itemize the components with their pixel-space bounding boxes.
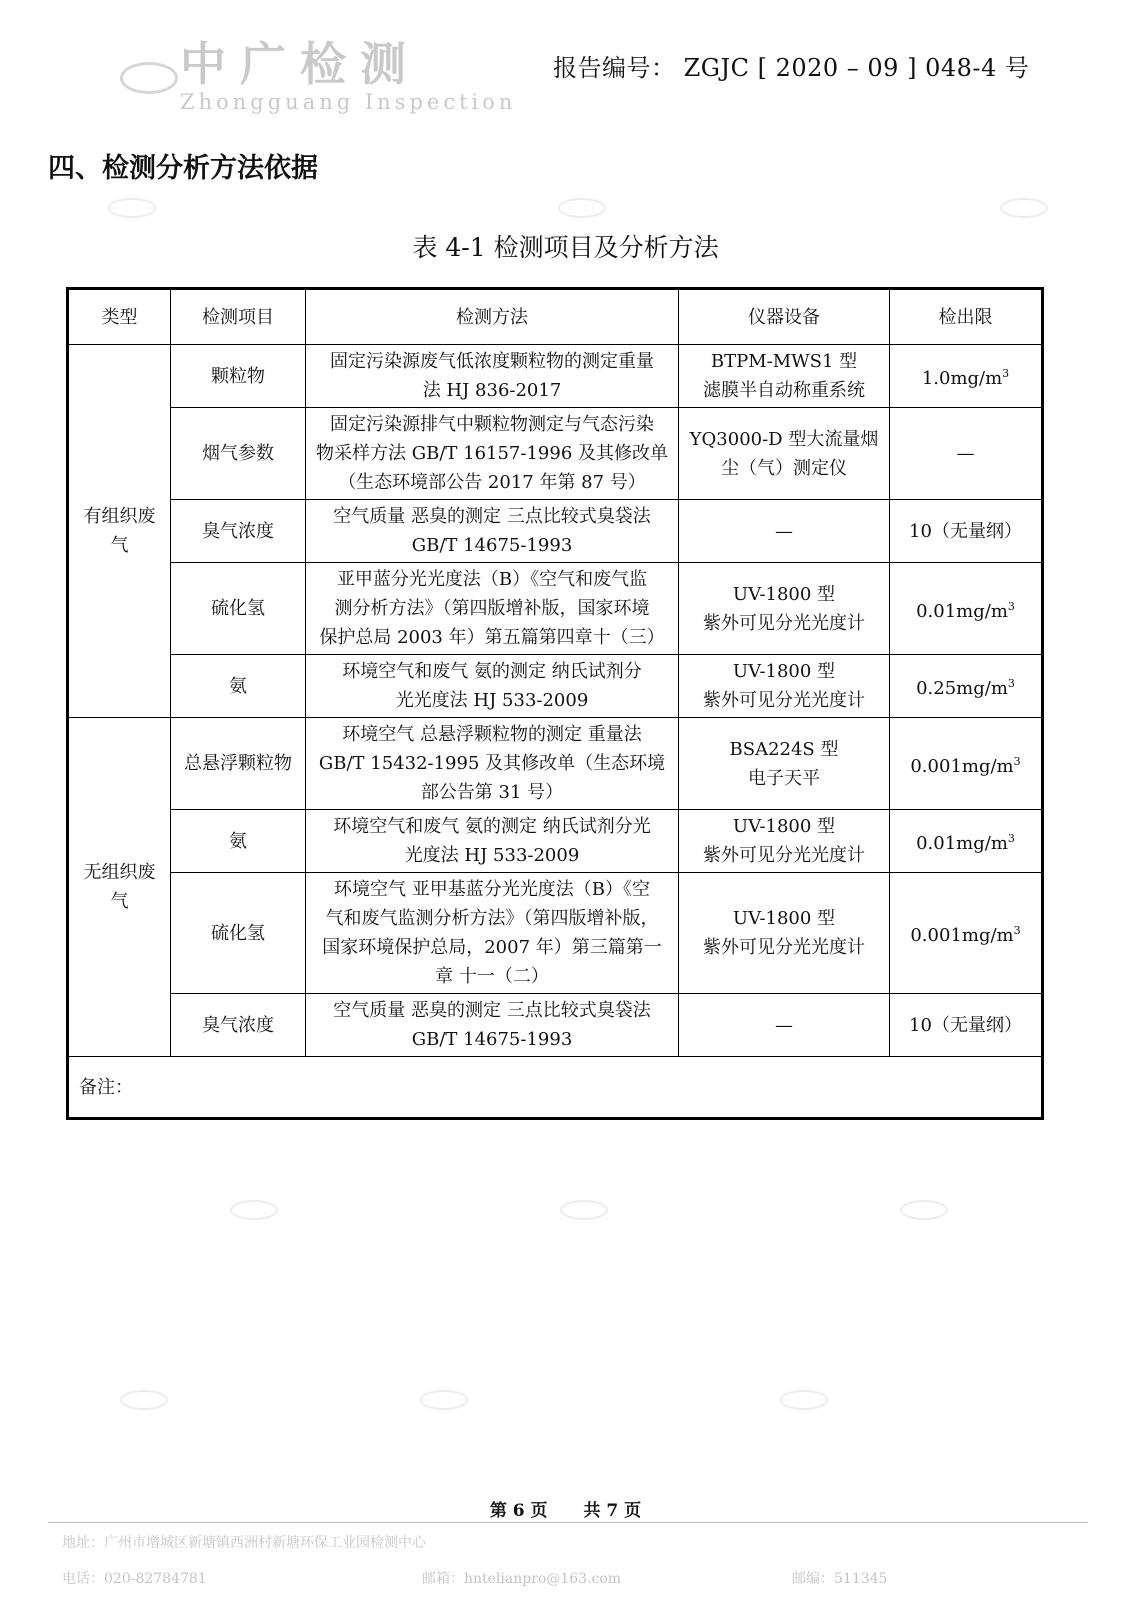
limit-cell bbox=[890, 994, 1043, 1057]
equipment-line: 滤膜半自动称重系统 bbox=[703, 380, 865, 401]
limit-unit-exponent: 3 bbox=[1013, 754, 1021, 768]
method-line: 固定污染源废气低浓度颗粒物的测定重量 bbox=[330, 351, 654, 372]
header-limit: 检出限 bbox=[890, 289, 1043, 345]
table-row bbox=[68, 873, 1043, 994]
table-row bbox=[68, 563, 1043, 655]
method-line: GB/T 14675-1993 bbox=[411, 535, 573, 556]
method-cell bbox=[306, 500, 679, 563]
method-line: 环境空气 总悬浮颗粒物的测定 重量法 bbox=[342, 724, 642, 745]
equipment-cell bbox=[679, 345, 890, 408]
method-line: GB/T 14675-1993 bbox=[411, 1029, 573, 1050]
method-cell bbox=[306, 873, 679, 994]
limit-cell bbox=[890, 345, 1043, 408]
table-row bbox=[68, 345, 1043, 408]
limit-value: 0.01mg/m bbox=[916, 833, 1008, 854]
item-cell: 烟气参数 bbox=[171, 408, 306, 500]
equipment-cell bbox=[679, 810, 890, 873]
header-item: 检测项目 bbox=[171, 289, 306, 345]
method-line: 亚甲蓝分光光度法（B）《空气和废气监 bbox=[336, 569, 648, 590]
watermark-icon bbox=[558, 198, 606, 218]
method-line: 环境空气 亚甲基蓝分光光度法（B）《空 bbox=[334, 879, 650, 900]
equipment-line: — bbox=[775, 1014, 793, 1036]
method-line: 物采样方法 GB/T 16157-1996 及其修改单 bbox=[316, 443, 668, 464]
watermark-icon bbox=[560, 1200, 608, 1220]
method-line: 保护总局 2003 年）第五篇第四章十（三） bbox=[319, 627, 665, 648]
equipment-line: UV-1800 型 bbox=[732, 661, 836, 682]
limit-value: 0.001mg/m bbox=[910, 925, 1014, 946]
method-cell bbox=[306, 408, 679, 500]
remark-label: 备注： bbox=[68, 1057, 1043, 1119]
method-line: （生态环境部公告 2017 年第 87 号） bbox=[338, 472, 646, 493]
limit-value: 1.0mg/m bbox=[921, 368, 1003, 389]
method-line: 空气质量 恶臭的测定 三点比较式臭袋法 bbox=[333, 1000, 651, 1021]
equipment-cell bbox=[679, 408, 890, 500]
method-line: 环境空气和废气 氨的测定 纳氏试剂分 bbox=[342, 661, 642, 682]
section-title: 四、检测分析方法依据 bbox=[48, 153, 318, 184]
method-cell bbox=[306, 994, 679, 1057]
equipment-line: 尘（气）测定仪 bbox=[721, 457, 847, 479]
item-cell: 颗粒物 bbox=[171, 345, 306, 408]
method-line: 部公告第 31 号） bbox=[420, 782, 564, 803]
method-line: 环境空气和废气 氨的测定 纳氏试剂分光 bbox=[333, 816, 651, 837]
method-line: 章 十一（二） bbox=[435, 966, 549, 987]
method-line: 光光度法 HJ 533-2009 bbox=[395, 690, 589, 711]
equipment-line: UV-1800 型 bbox=[732, 583, 836, 605]
limit-cell bbox=[890, 873, 1043, 994]
type-cell: 有组织废气 bbox=[68, 345, 171, 718]
equipment-line: UV-1800 型 bbox=[732, 908, 836, 929]
method-line: 法 HJ 836-2017 bbox=[422, 380, 562, 401]
table-row bbox=[68, 718, 1043, 810]
type-cell: 无组织废气 bbox=[68, 718, 171, 1057]
footer-email: 邮箱：hntelianpro@163.com bbox=[422, 1571, 622, 1587]
table-row bbox=[68, 810, 1043, 873]
table-row bbox=[68, 655, 1043, 718]
method-line: 光度法 HJ 533-2009 bbox=[404, 845, 580, 866]
equipment-line: BTPM-MWS1 型 bbox=[710, 351, 858, 372]
item-cell: 硫化氢 bbox=[171, 873, 306, 994]
methods-table bbox=[66, 287, 1044, 1120]
footer-address: 地址：广州市增城区新塘镇西洲村新塘环保工业园检测中心 bbox=[62, 1535, 426, 1551]
equipment-line: — bbox=[775, 520, 793, 542]
equipment-line: 紫外可见分光光度计 bbox=[703, 937, 865, 958]
page-total: 共 7 页 bbox=[583, 1501, 642, 1521]
limit-value: 0.01mg/m bbox=[916, 600, 1008, 622]
table-caption: 表 4-1 检测项目及分析方法 bbox=[412, 233, 719, 262]
table-row bbox=[68, 500, 1043, 563]
footer-phone: 电话：020-82784781 bbox=[62, 1571, 207, 1587]
company-logo bbox=[180, 38, 516, 114]
limit-value: 10（无量纲） bbox=[909, 1014, 1022, 1036]
logo-english: Zhongguang Inspection bbox=[180, 90, 517, 114]
limit-cell bbox=[890, 810, 1043, 873]
footer-divider bbox=[48, 1522, 1088, 1523]
item-cell: 臭气浓度 bbox=[171, 994, 306, 1057]
limit-unit-exponent: 3 bbox=[1007, 677, 1015, 690]
table-body bbox=[68, 345, 1043, 1057]
equipment-cell bbox=[679, 873, 890, 994]
watermark-icon bbox=[780, 1390, 828, 1410]
equipment-cell bbox=[679, 994, 890, 1057]
equipment-cell bbox=[679, 563, 890, 655]
item-cell: 硫化氢 bbox=[171, 563, 306, 655]
limit-unit-exponent: 3 bbox=[1007, 599, 1015, 613]
report-number: 报告编号： ZGJC [ 2020 – 09 ] 048-4 号 bbox=[553, 54, 1030, 82]
equipment-cell bbox=[679, 718, 890, 810]
item-cell: 总悬浮颗粒物 bbox=[171, 718, 306, 810]
limit-cell bbox=[890, 718, 1043, 810]
method-line: 国家环境保护总局，2007 年）第三篇第一 bbox=[322, 937, 662, 958]
method-cell bbox=[306, 655, 679, 718]
table-header-row bbox=[68, 289, 1043, 345]
page-current: 第 6 页 bbox=[489, 1501, 548, 1521]
watermark-icon bbox=[1000, 198, 1048, 218]
equipment-line: UV-1800 型 bbox=[732, 816, 836, 837]
remark-row bbox=[68, 1057, 1043, 1119]
method-line: 气和废气监测分析方法》（第四版增补版， bbox=[325, 908, 659, 929]
limit-value: 0.001mg/m bbox=[910, 755, 1014, 777]
limit-unit-exponent: 3 bbox=[1002, 367, 1010, 380]
limit-cell bbox=[890, 500, 1043, 563]
limit-unit-exponent: 3 bbox=[1013, 924, 1021, 937]
logo-chinese: 中广检测 bbox=[180, 37, 420, 91]
watermark-icon bbox=[900, 1200, 948, 1220]
footer-postcode: 邮编：511345 bbox=[792, 1571, 888, 1587]
item-cell: 臭气浓度 bbox=[171, 500, 306, 563]
method-line: 空气质量 恶臭的测定 三点比较式臭袋法 bbox=[333, 506, 651, 527]
limit-cell bbox=[890, 563, 1043, 655]
method-cell bbox=[306, 718, 679, 810]
equipment-line: 紫外可见分光光度计 bbox=[703, 612, 865, 634]
method-line: 固定污染源排气中颗粒物测定与气态污染 bbox=[330, 414, 654, 435]
limit-cell bbox=[890, 655, 1043, 718]
watermark-icon bbox=[120, 1390, 168, 1410]
method-cell bbox=[306, 810, 679, 873]
header-method: 检测方法 bbox=[306, 289, 679, 345]
table-row bbox=[68, 994, 1043, 1057]
equipment-line: 紫外可见分光光度计 bbox=[703, 690, 865, 711]
method-cell bbox=[306, 563, 679, 655]
watermark-icon bbox=[420, 1390, 468, 1410]
logo-mark-icon bbox=[120, 62, 178, 94]
watermark-icon bbox=[230, 1200, 278, 1220]
equipment-cell bbox=[679, 500, 890, 563]
method-line: 测分析方法》（第四版增补版，国家环境 bbox=[334, 598, 650, 619]
equipment-line: 电子天平 bbox=[748, 767, 820, 789]
method-line: GB/T 15432-1995 及其修改单（生态环境 bbox=[318, 753, 666, 774]
equipment-line: YQ3000-D 型大流量烟 bbox=[689, 428, 879, 450]
limit-value: 10（无量纲） bbox=[909, 520, 1022, 542]
watermark-icon bbox=[108, 198, 156, 218]
limit-cell bbox=[890, 408, 1043, 500]
page-indicator bbox=[0, 1496, 1131, 1521]
header-type: 类型 bbox=[68, 289, 171, 345]
limit-unit-exponent: 3 bbox=[1007, 832, 1015, 845]
limit-value: — bbox=[956, 443, 975, 464]
limit-value: 0.25mg/m bbox=[916, 678, 1008, 699]
method-cell bbox=[306, 345, 679, 408]
item-cell: 氨 bbox=[171, 655, 306, 718]
equipment-line: 紫外可见分光光度计 bbox=[703, 845, 865, 866]
item-cell: 氨 bbox=[171, 810, 306, 873]
header-equipment: 仪器设备 bbox=[679, 289, 890, 345]
equipment-cell bbox=[679, 655, 890, 718]
equipment-line: BSA224S 型 bbox=[729, 738, 839, 760]
table-row bbox=[68, 408, 1043, 500]
